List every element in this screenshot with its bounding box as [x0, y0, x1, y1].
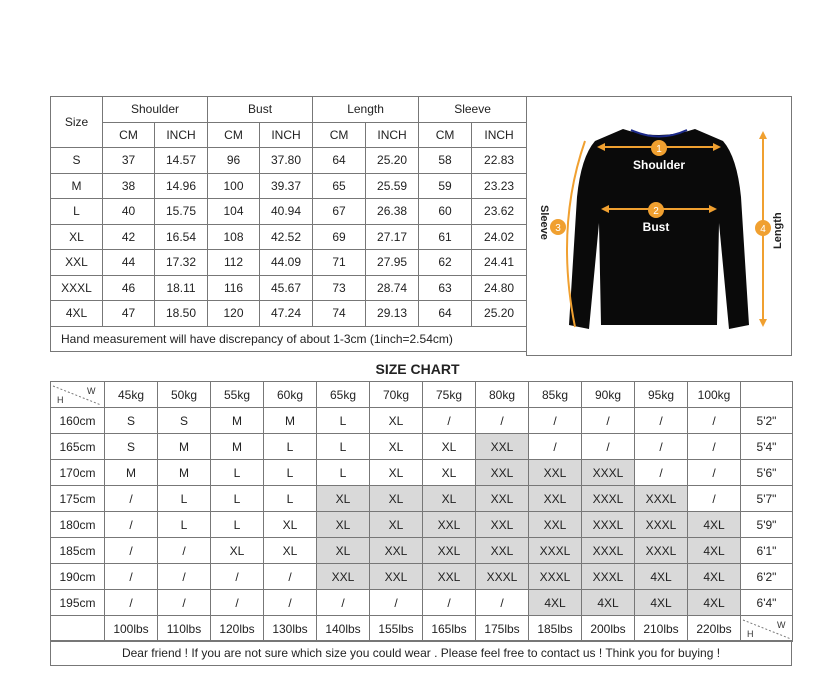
measure-value-cell: 29.13 [366, 301, 419, 327]
measure-value-cell: 25.20 [366, 148, 419, 174]
height-cm-cell: 165cm [51, 434, 105, 460]
size-recommendation-cell: XXL [476, 512, 529, 538]
unit-cm: CM [208, 122, 260, 148]
measure-note-row [51, 326, 527, 352]
measure-value-cell: 42.52 [260, 224, 313, 250]
size-recommendation-cell: / [105, 590, 158, 616]
unit-inch: INCH [472, 122, 527, 148]
unit-inch: INCH [366, 122, 419, 148]
weight-lbs-cell: 165lbs [423, 616, 476, 642]
bust-label: Bust [642, 220, 670, 234]
size-recommendation-cell: S [105, 434, 158, 460]
size-recommendation-cell: XXL [317, 564, 370, 590]
size-recommendation-cell: / [635, 434, 688, 460]
unit-cm: CM [313, 122, 366, 148]
top-corner-cell [51, 382, 105, 408]
size-recommendation-cell: / [264, 564, 317, 590]
bust-header: Bust [208, 97, 313, 123]
size-recommendation-cell: XL [317, 486, 370, 512]
measure-value-cell: 18.11 [155, 275, 208, 301]
size-recommendation-cell: S [105, 408, 158, 434]
measure-row [51, 173, 527, 199]
measure-value-cell: 27.95 [366, 250, 419, 276]
measure-value-cell: 42 [103, 224, 155, 250]
height-cm-cell: 175cm [51, 486, 105, 512]
size-recommendation-cell: XL [370, 512, 423, 538]
size-recommendation-cell: XXXL [582, 460, 635, 486]
weight-lbs-row [51, 616, 793, 642]
weight-kg-cell: 75kg [423, 382, 476, 408]
size-recommendation-cell: / [105, 486, 158, 512]
height-cm-cell: 195cm [51, 590, 105, 616]
size-recommendation-cell: XXL [529, 460, 582, 486]
size-cell: M [51, 173, 103, 199]
size-recommendation-cell: / [158, 564, 211, 590]
size-chart-title: SIZE CHART [375, 361, 460, 377]
measure-value-cell: 64 [313, 148, 366, 174]
weight-kg-cell: 85kg [529, 382, 582, 408]
weight-kg-cell: 90kg [582, 382, 635, 408]
weight-kg-cell: 80kg [476, 382, 529, 408]
height-cm-cell: 185cm [51, 538, 105, 564]
height-row [51, 590, 793, 616]
size-recommendation-cell: L [158, 486, 211, 512]
measure-value-cell: 120 [208, 301, 260, 327]
measure-value-cell: 46 [103, 275, 155, 301]
measure-value-cell: 63 [419, 275, 472, 301]
size-recommendation-cell: 4XL [688, 564, 741, 590]
size-recommendation-cell: / [476, 408, 529, 434]
size-recommendation-cell: 4XL [688, 512, 741, 538]
weight-kg-cell: 45kg [105, 382, 158, 408]
size-recommendation-cell: XXXL [582, 512, 635, 538]
size-recommendation-cell: M [158, 460, 211, 486]
measure-value-cell: 65 [313, 173, 366, 199]
measure-value-cell: 71 [313, 250, 366, 276]
size-recommendation-cell: / [423, 590, 476, 616]
size-recommendation-cell: XXXL [529, 538, 582, 564]
size-recommendation-cell: / [317, 590, 370, 616]
measure-value-cell: 37.80 [260, 148, 313, 174]
measure-value-cell: 39.37 [260, 173, 313, 199]
size-recommendation-cell: L [317, 434, 370, 460]
size-recommendation-cell: XL [264, 538, 317, 564]
size-recommendation-cell: / [158, 538, 211, 564]
size-chart-body [51, 382, 793, 642]
measure-value-cell: 58 [419, 148, 472, 174]
measure-value-cell: 104 [208, 199, 260, 225]
weight-kg-cell: 65kg [317, 382, 370, 408]
blank-cell [51, 616, 105, 642]
size-recommendation-cell: XXL [423, 564, 476, 590]
size-recommendation-cell: L [264, 460, 317, 486]
measure-value-cell: 67 [313, 199, 366, 225]
size-recommendation-cell: / [423, 408, 476, 434]
size-recommendation-cell: / [105, 512, 158, 538]
measure-value-cell: 62 [419, 250, 472, 276]
size-recommendation-cell: S [158, 408, 211, 434]
weight-lbs-cell: 100lbs [105, 616, 158, 642]
height-feet-cell: 5'4" [741, 434, 793, 460]
size-header: Size [51, 97, 103, 148]
weight-lbs-cell: 220lbs [688, 616, 741, 642]
measurement-note: Hand measurement will have discrepancy of about 1-3cm (1inch=2.54cm) [51, 326, 527, 352]
size-recommendation-cell: XL [370, 486, 423, 512]
weight-lbs-cell: 200lbs [582, 616, 635, 642]
size-recommendation-cell: XL [317, 538, 370, 564]
measure-value-cell: 108 [208, 224, 260, 250]
size-recommendation-cell: / [529, 408, 582, 434]
size-recommendation-cell: XXXL [529, 564, 582, 590]
size-recommendation-cell: XXL [423, 538, 476, 564]
length-header: Length [313, 97, 419, 123]
measure-row [51, 148, 527, 174]
height-feet-cell: 5'2" [741, 408, 793, 434]
size-recommendation-cell: XXL [476, 460, 529, 486]
measure-value-cell: 40.94 [260, 199, 313, 225]
size-recommendation-cell: XXL [476, 486, 529, 512]
height-row [51, 434, 793, 460]
shirt-diagram-svg [527, 97, 791, 355]
size-recommendation-cell: / [582, 434, 635, 460]
size-recommendation-cell: M [264, 408, 317, 434]
size-recommendation-cell: XL [423, 434, 476, 460]
measure-value-cell: 69 [313, 224, 366, 250]
marker-3-label: 3 [555, 223, 561, 234]
corner-w-label: W [87, 385, 96, 396]
size-recommendation-cell: L [211, 512, 264, 538]
size-recommendation-cell: / [264, 590, 317, 616]
measure-value-cell: 14.96 [155, 173, 208, 199]
unit-cm: CM [103, 122, 155, 148]
measure-value-cell: 116 [208, 275, 260, 301]
size-recommendation-cell: L [264, 486, 317, 512]
height-cm-cell: 190cm [51, 564, 105, 590]
measure-row [51, 250, 527, 276]
measure-value-cell: 14.57 [155, 148, 208, 174]
height-row [51, 408, 793, 434]
measure-value-cell: 59 [419, 173, 472, 199]
measure-value-cell: 24.80 [472, 275, 527, 301]
size-recommendation-cell: XXXL [635, 486, 688, 512]
size-recommendation-cell: / [582, 408, 635, 434]
size-recommendation-cell: XXL [370, 538, 423, 564]
measure-value-cell: 112 [208, 250, 260, 276]
corner-w-label: W [777, 619, 786, 630]
size-recommendation-cell: 4XL [529, 590, 582, 616]
height-row [51, 512, 793, 538]
size-recommendation-cell: M [211, 434, 264, 460]
measure-value-cell: 37 [103, 148, 155, 174]
size-recommendation-cell: XXL [370, 564, 423, 590]
height-feet-cell: 6'1" [741, 538, 793, 564]
size-cell: S [51, 148, 103, 174]
size-recommendation-cell: 4XL [688, 590, 741, 616]
size-cell: L [51, 199, 103, 225]
size-recommendation-cell: / [529, 434, 582, 460]
size-recommendation-cell: XXXL [476, 564, 529, 590]
blank-cell [741, 382, 793, 408]
weight-lbs-cell: 175lbs [476, 616, 529, 642]
size-recommendation-cell: M [105, 460, 158, 486]
unit-inch: INCH [260, 122, 313, 148]
height-cm-cell: 160cm [51, 408, 105, 434]
measure-unit-row [51, 122, 527, 148]
measure-value-cell: 28.74 [366, 275, 419, 301]
size-cell: XXXL [51, 275, 103, 301]
size-recommendation-cell: XL [423, 460, 476, 486]
weight-lbs-cell: 120lbs [211, 616, 264, 642]
size-recommendation-cell: / [370, 590, 423, 616]
height-row [51, 460, 793, 486]
unit-cm: CM [419, 122, 472, 148]
weight-kg-row [51, 382, 793, 408]
measure-value-cell: 25.59 [366, 173, 419, 199]
size-recommendation-cell: XXXL [582, 564, 635, 590]
size-recommendation-cell: 4XL [688, 538, 741, 564]
sleeve-label: Sleeve [538, 205, 550, 240]
unit-inch: INCH [155, 122, 208, 148]
size-recommendation-cell: / [688, 434, 741, 460]
measure-row [51, 224, 527, 250]
size-recommendation-cell: XXXL [635, 512, 688, 538]
size-recommendation-cell: / [211, 564, 264, 590]
measure-value-cell: 96 [208, 148, 260, 174]
measure-header-row [51, 97, 527, 123]
size-recommendation-cell: XXL [476, 538, 529, 564]
height-cm-cell: 180cm [51, 512, 105, 538]
size-recommendation-cell: / [635, 408, 688, 434]
size-cell: 4XL [51, 301, 103, 327]
size-recommendation-cell: L [211, 460, 264, 486]
weight-lbs-cell: 155lbs [370, 616, 423, 642]
height-feet-cell: 6'2" [741, 564, 793, 590]
weight-lbs-cell: 185lbs [529, 616, 582, 642]
weight-lbs-cell: 130lbs [264, 616, 317, 642]
measure-value-cell: 27.17 [366, 224, 419, 250]
shirt-diagram [526, 96, 792, 356]
corner-h-label: H [747, 628, 754, 639]
corner-h-label: H [57, 394, 64, 405]
length-arrow-bottom-head [759, 319, 767, 327]
marker-2-label: 2 [653, 206, 659, 217]
size-recommendation-cell: XXL [476, 434, 529, 460]
measure-body [51, 148, 527, 327]
shoulder-header: Shoulder [103, 97, 208, 123]
height-cm-cell: 170cm [51, 460, 105, 486]
size-recommendation-cell: / [688, 460, 741, 486]
size-recommendation-cell: L [317, 408, 370, 434]
size-recommendation-cell: 4XL [635, 564, 688, 590]
corner-diagonal [51, 383, 103, 407]
height-feet-cell: 5'9" [741, 512, 793, 538]
weight-kg-cell: 95kg [635, 382, 688, 408]
size-recommendation-cell: XL [370, 434, 423, 460]
weight-kg-cell: 50kg [158, 382, 211, 408]
size-recommendation-cell: / [476, 590, 529, 616]
weight-kg-cell: 55kg [211, 382, 264, 408]
length-label: Length [772, 212, 784, 249]
height-row [51, 564, 793, 590]
measure-value-cell: 23.62 [472, 199, 527, 225]
measure-value-cell: 45.67 [260, 275, 313, 301]
size-recommendation-cell: L [211, 486, 264, 512]
size-recommendation-cell: XL [423, 486, 476, 512]
size-recommendation-cell: XL [211, 538, 264, 564]
size-recommendation-cell: / [688, 408, 741, 434]
marker-1-label: 1 [656, 144, 662, 155]
size-recommendation-cell: / [688, 486, 741, 512]
size-recommendation-cell: L [264, 434, 317, 460]
size-recommendation-cell: M [211, 408, 264, 434]
size-recommendation-cell: M [158, 434, 211, 460]
measure-value-cell: 23.23 [472, 173, 527, 199]
measure-row [51, 199, 527, 225]
measure-row [51, 301, 527, 327]
size-recommendation-cell: XL [317, 512, 370, 538]
height-row [51, 486, 793, 512]
size-chart-table [50, 381, 793, 642]
weight-lbs-cell: 140lbs [317, 616, 370, 642]
size-recommendation-cell: L [317, 460, 370, 486]
size-recommendation-cell: / [211, 590, 264, 616]
size-recommendation-cell: L [158, 512, 211, 538]
size-recommendation-cell: XXXL [582, 538, 635, 564]
weight-kg-cell: 60kg [264, 382, 317, 408]
size-recommendation-cell: XXL [529, 486, 582, 512]
weight-lbs-cell: 110lbs [158, 616, 211, 642]
bottom-corner-cell [741, 616, 793, 642]
shoulder-label: Shoulder [632, 158, 686, 172]
size-recommendation-cell: XXXL [635, 538, 688, 564]
marker-4-label: 4 [760, 224, 766, 235]
corner-diagonal [741, 617, 793, 641]
length-arrow-top-head [759, 131, 767, 139]
height-row [51, 538, 793, 564]
sleeve-header: Sleeve [419, 97, 527, 123]
measure-value-cell: 24.02 [472, 224, 527, 250]
weight-kg-cell: 100kg [688, 382, 741, 408]
measurement-table [50, 96, 527, 352]
measure-value-cell: 73 [313, 275, 366, 301]
size-recommendation-cell: / [158, 590, 211, 616]
size-recommendation-cell: XL [370, 460, 423, 486]
measure-value-cell: 74 [313, 301, 366, 327]
size-recommendation-cell: / [105, 538, 158, 564]
size-recommendation-cell: / [635, 460, 688, 486]
size-recommendation-cell: / [105, 564, 158, 590]
measure-value-cell: 16.54 [155, 224, 208, 250]
height-feet-cell: 5'7" [741, 486, 793, 512]
measure-value-cell: 44 [103, 250, 155, 276]
footer-note: Dear friend ! If you are not sure which size you could wear . Please feel free to contact us ! Think you for buying ! [50, 640, 792, 666]
measure-value-cell: 26.38 [366, 199, 419, 225]
measure-value-cell: 44.09 [260, 250, 313, 276]
size-recommendation-cell: XXL [529, 512, 582, 538]
size-cell: XXL [51, 250, 103, 276]
height-feet-cell: 5'6" [741, 460, 793, 486]
measure-row [51, 275, 527, 301]
size-recommendation-cell: 4XL [635, 590, 688, 616]
measure-value-cell: 47.24 [260, 301, 313, 327]
size-recommendation-cell: XXL [423, 512, 476, 538]
measure-value-cell: 100 [208, 173, 260, 199]
measure-value-cell: 24.41 [472, 250, 527, 276]
measure-value-cell: 38 [103, 173, 155, 199]
size-recommendation-cell: 4XL [582, 590, 635, 616]
measure-value-cell: 64 [419, 301, 472, 327]
size-cell: XL [51, 224, 103, 250]
measure-value-cell: 17.32 [155, 250, 208, 276]
weight-lbs-cell: 210lbs [635, 616, 688, 642]
size-recommendation-cell: XL [264, 512, 317, 538]
measure-value-cell: 47 [103, 301, 155, 327]
measure-value-cell: 25.20 [472, 301, 527, 327]
measure-value-cell: 61 [419, 224, 472, 250]
measure-value-cell: 60 [419, 199, 472, 225]
measure-value-cell: 40 [103, 199, 155, 225]
weight-kg-cell: 70kg [370, 382, 423, 408]
size-recommendation-cell: XXXL [582, 486, 635, 512]
measure-value-cell: 15.75 [155, 199, 208, 225]
measure-value-cell: 18.50 [155, 301, 208, 327]
measure-value-cell: 22.83 [472, 148, 527, 174]
size-recommendation-cell: XL [370, 408, 423, 434]
height-feet-cell: 6'4" [741, 590, 793, 616]
